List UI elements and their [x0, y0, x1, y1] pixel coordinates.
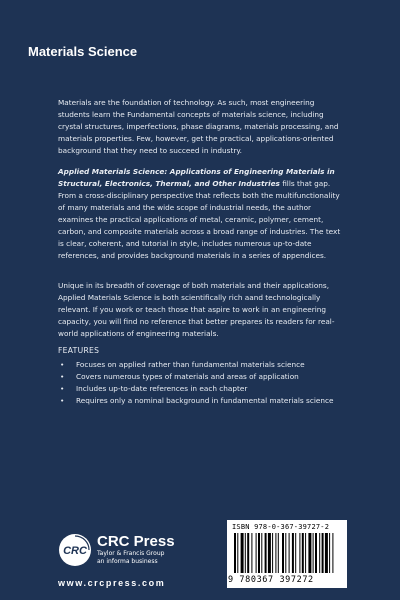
barcode-stripe [261, 533, 262, 573]
feature-item: • Requires only a nominal background in fundamental materials science [60, 396, 334, 405]
book-title-lead: Applied Materials Science: Applications of Engineering Materials in Structural, Electronics, Thermal, and Other Industries [58, 167, 335, 188]
features-heading: FEATURES [58, 346, 100, 355]
bullet-icon: • [60, 384, 65, 393]
isbn-label: ISBN 978-0-367-39727-2 [232, 523, 330, 531]
bullet-icon: • [60, 372, 65, 381]
barcode-stripe [256, 533, 257, 573]
barcode-stripe [245, 533, 246, 573]
publisher-group: Taylor & Francis Group [97, 550, 165, 557]
barcode-stripe [275, 533, 276, 573]
feature-item: • Focuses on applied rather than fundamental materials science [60, 360, 305, 369]
barcode-stripe [285, 533, 286, 573]
publisher-block [97, 534, 175, 566]
barcode-stripe [295, 533, 296, 573]
feature-item: • Includes up-to-date references in each chapter [60, 384, 248, 393]
barcode-stripe [265, 533, 267, 573]
barcode-number: 9 780367 397272 [228, 575, 314, 585]
barcode-stripe [308, 533, 311, 573]
description-paragraph-1: Materials are the foundation of technology. As such, most engineering students learn the Fundamental concepts of materials science, including crystal structures, imperfections, phase diagrams, materials processing, and materials properties. Few, however, get the practical, applications-oriented background that they need to succeed in industry. [58, 98, 339, 155]
barcode-stripe [292, 533, 294, 573]
paragraph-2-body: fills that gap. From a cross-disciplinary perspective that reflects both the multifunctionality of many materials and the wide scope of industrial needs, the author examines the practical applications of metal, ceramic, polymer, cement, carbon, and composite materials across a broad range of industries. The text is clear, coherent, and tutorial in style, includes numerous up-to-date references, and provides background materials in a series of appendices. [58, 179, 341, 260]
barcode-icon [232, 533, 342, 575]
bullet-icon: • [60, 396, 65, 405]
description-paragraph-2 [58, 166, 348, 262]
barcode-stripe [325, 533, 328, 573]
barcode-stripe [268, 533, 271, 573]
logo-text: CRC [63, 545, 87, 557]
crc-press-logo-icon [58, 533, 92, 567]
barcode-stripe [305, 533, 306, 573]
barcode-stripe [247, 533, 249, 573]
feature-item: • Covers numerous types of materials and areas of application [60, 372, 299, 381]
barcode-area [227, 520, 347, 588]
barcode-stripe [234, 533, 236, 573]
barcode-stripe [282, 533, 284, 573]
publisher-url[interactable]: www.crcpress.com [58, 578, 166, 588]
publisher-name: CRC Press [97, 533, 175, 550]
barcode-stripe [251, 533, 252, 573]
barcode-stripe [329, 533, 330, 573]
barcode-stripe [319, 533, 320, 573]
barcode-stripe [322, 533, 324, 573]
publisher-tagline: an informa business [97, 558, 158, 565]
bullet-icon: • [60, 360, 65, 369]
barcode-stripe [241, 533, 244, 573]
barcode-stripe [315, 533, 317, 573]
barcode-stripe [237, 533, 238, 573]
barcode-stripe [313, 533, 314, 573]
description-paragraph-3: Unique in its breadth of coverage of both materials and their applications, Applied Materials Science is both scientifically rich aand technologically relevant. If you work or teach those that aspire to work in an engineering capacity, you will find no reference that better prepares its readers for real-world applications of engineering materials. [58, 281, 335, 338]
barcode-stripe [272, 533, 273, 573]
barcode-stripe [258, 533, 260, 573]
features-list [58, 359, 338, 407]
barcode-stripe [302, 533, 304, 573]
barcode-stripe [299, 533, 300, 573]
barcode-stripe [332, 533, 333, 573]
barcode-stripe [278, 533, 279, 573]
series-title: Materials Science [28, 44, 138, 59]
barcode-stripe [289, 533, 290, 573]
